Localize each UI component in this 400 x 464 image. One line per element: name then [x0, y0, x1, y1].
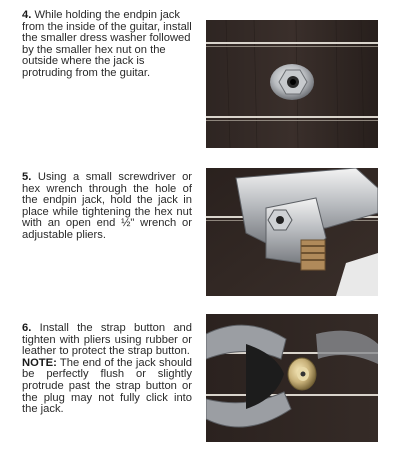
step-text: While holding the endpin jack from the inside of the guitar, install the smaller dress washer followed by the smaller hex nut on the outside where the jack is protruding from the guitar.	[22, 9, 192, 79]
step-number: 6.	[22, 322, 32, 334]
wrench-image	[206, 168, 378, 296]
photo-endpin-jack	[206, 20, 378, 148]
step-6	[22, 323, 192, 416]
note-label: NOTE:	[22, 356, 57, 369]
step-text: Install the strap button and tighten with pliers using rubber or leather to protect the strap button.	[22, 322, 192, 358]
step-text: Using a small screwdriver or hex wrench through the hole of the endpin jack, hold the jack in place while tightening the hex nut with an open end ½" wrench or adjustable pliers.	[22, 171, 193, 241]
photo-pliers	[206, 314, 378, 442]
note-text: The end of the jack should be perfectly flush or slightly protrude past the strap button or the plug may not fully click into the jack.	[22, 356, 193, 416]
step-number: 5.	[22, 171, 32, 183]
step-number: 4.	[22, 9, 32, 21]
endpin-jack-image	[206, 20, 378, 148]
pliers-image	[206, 314, 378, 442]
step-5	[22, 172, 192, 242]
photo-wrench	[206, 168, 378, 296]
step-4	[22, 10, 192, 80]
